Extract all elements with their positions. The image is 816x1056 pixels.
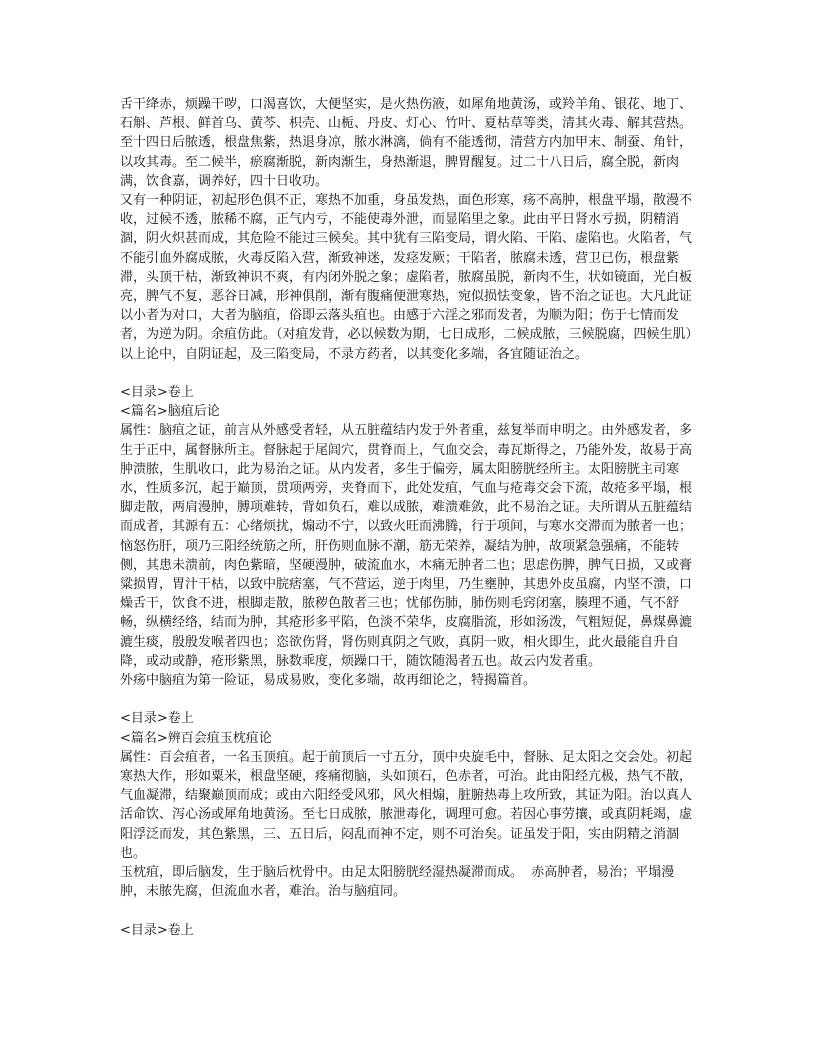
paragraph-yuzhen: 玉枕疽，即后脑发，生于脑后枕骨中。由足太阳膀胱经湿热凝滞而成。 赤高肿者，易治；平塌漫肿，未脓先腐，但流血水者，难治。治与脑疽同。 xyxy=(120,865,675,900)
spacer xyxy=(120,364,700,383)
catalog-label: <目录>卷上 xyxy=(120,385,194,401)
chapter-title: <篇名>辨百会疽玉枕疽论 xyxy=(120,730,272,746)
paragraph-yin-syndrome: 又有一种阴证，初起形色俱不正，寒热不加重，身虽发热，面色形寒，疡不高肿，根盘平塌，散漫不收，过候不透，脓稀不腐，正气内亏，不能使毒外泄，而显陷里之象。此由平日肾水亏损，阴精消涸，阴火炽甚而成，其危险不能过三候矣。其中犹有三陷变局，谓火陷、干陷、虚陷也。火陷者，气不能引血外腐成脓，火毒反陷入营，渐致神迷，发痉发厥；干陷者，脓腐未透，营卫已伤，根盘紫滞，头顶干枯，渐致神识不爽，有内闭外脱之象；虚陷者，脓腐虽脱，新肉不生，状如镜面，光白板亮，脾气不复，恶谷日减，形神俱削，渐有腹痛便泄寒热，宛似损怯变象，皆不治之证也。大凡此证以小者为对口，大者为脑疽，俗即云落头疽也。由感于六淫之邪而发者，为顺为阳；伤于七情而发者，为逆为阴。余疽仿此。（对疽发背，必以候数为期，七日成形，二候成脓，三候脱腐，四候生肌） xyxy=(120,193,699,343)
paragraph-tail: 外疡中脑疽为第一险证，易成易败，变化多端，故再细论之，特揭篇首。 xyxy=(120,673,537,689)
spacer xyxy=(120,902,700,921)
catalog-label: <目录>卷上 xyxy=(120,922,194,938)
document-page xyxy=(120,95,700,940)
paragraph-body: 属性：百会疽者，一名玉顶疽。起于前顶后一寸五分，顶中央旋毛中，督脉、足太阳之交会处。初起寒热大作，形如粟米，根盘坚硬，疼痛彻脑，头如顶石，色赤者，可治。此由阳经亢极，热气不散，气血凝滞，结聚巅顶而成；或由六阳经受风邪，风火相煽，脏腑热毒上攻所致，其证为阳。治以真人活命饮、泻心汤或犀角地黄汤。至七日成脓，脓泄毒化，调理可愈。若因心事劳攘，或真阴耗竭，虚阳浮泛而发，其色紫黑，三、五日后，闷乱而神不定，则不可治矣。证虽发于阳，实由阴精之消涸也。 xyxy=(120,749,693,861)
paragraph-body: 属性：脑疽之证，前言从外感受者轻，从五脏蕴结内发于外者重，兹复举而申明之。由外感发者，多生于正中，属督脉所主。督脉起于尾闾穴，贯脊而上，气血交会，毒瓦斯得之，乃能外发，故易于高肿溃脓，生肌收口，此为易治之证。从内发者，多生于偏旁，属太阳膀胱经所主。太阳膀胱主司寒水，性质多沉，起于巅顶，贯项两旁，夹脊而下，此处发疽，气血与疮毒交会下流，故疮多平塌，根脚走散，两肩漫肿，膊项难转，背如负石，难以成脓，难溃难敛，此不易治之证。夫所谓从五脏蕴结而成者，其源有五：心绪烦扰，煽动不宁，以致火旺而沸腾，行于项间，与寒水交滞而为脓者一也；恼怒伤肝，项乃三阳经统筋之所，肝伤则血脉不潮，筋无荣养，凝结为肿，故项紧急强痛，不能转侧，其患未溃前，肉色紫暗，坚硬漫肿，破流血水，木痛无肿者二也；思虑伤脾，脾气日损，又或膏粱损胃，胃汁干枯，以致中脘痞塞，气不营运，逆于肉里，乃生壅肿，其患外皮虽腐，内坚不溃，口燥舌干，饮食不进，根脚走散，脓秽色散者三也；忧郁伤肺，肺伤则毛窍闭塞，腠理不通，气不舒畅，纵横经络，结而为肿，其疮形多平陷，色淡不荣华，皮腐脂流，形如汤泼，气粗短促，鼻煤鼻漉漉生痰，殷殷发喉者四也；恣欲伤肾，肾伤则真阴之气败，真阴一败，相火即生，此火最能自升自降，或动或静，疮形紫黑，脉数乖度，烦躁口干，随饮随渴者五也。故云内发者重。 xyxy=(120,423,693,669)
paragraph-summary: 以上论中，自阴证起，及三陷变局，不录方药者，以其变化多端，各宜随证治之。 xyxy=(120,346,589,362)
chapter-title: <篇名>脑疽后论 xyxy=(120,404,220,420)
catalog-label: <目录>卷上 xyxy=(120,711,194,727)
spacer xyxy=(120,690,700,709)
paragraph-fire-heat: 舌干绛赤，烦躁干哕，口渴喜饮，大便坚实，是火热伤液，如犀角地黄汤，或羚羊角、银花、地丁、石斛、芦根、鲜首乌、黄芩、枳壳、山栀、丹皮、灯心、竹叶、夏枯草等类，清其火毒、解其营热。至十四日后脓透，根盘焦紫，热退身凉，脓水淋漓，倘有不能透彻，清营方内加甲末、制蚕、角针，以攻其毒。至二候半，瘀腐渐脱，新肉渐生，身热渐退，脾胃醒复。过二十八日后，腐全脱，新肉满，饮食嘉，调养好，四十日收功。 xyxy=(120,97,693,189)
